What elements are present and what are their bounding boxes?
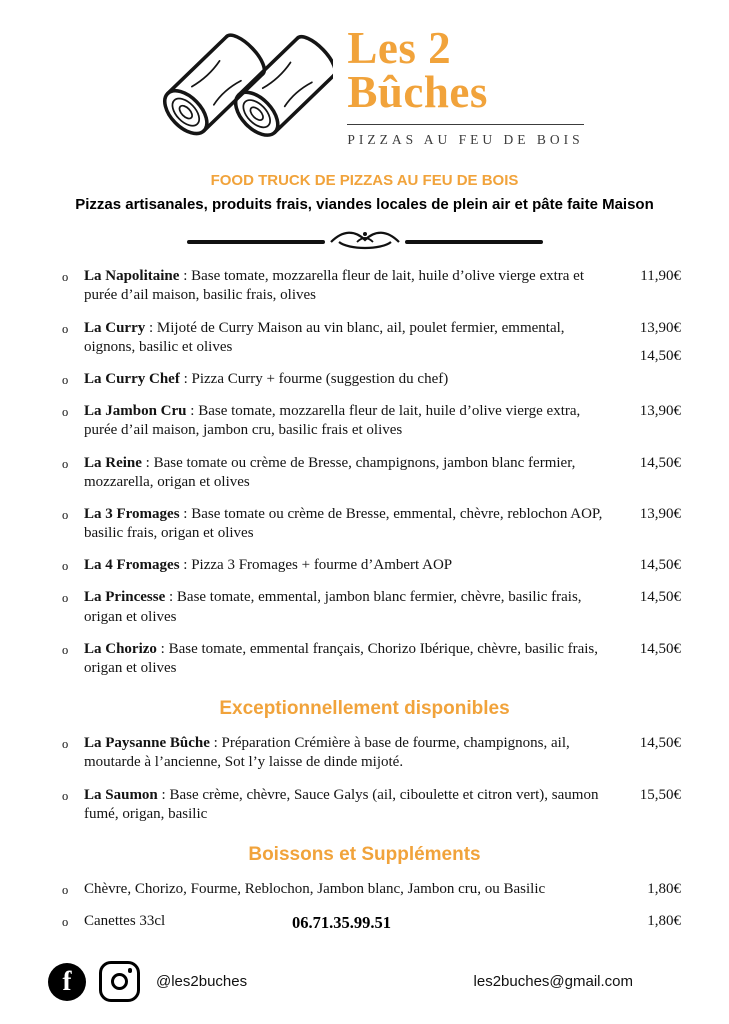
email-address: les2buches@gmail.com xyxy=(473,973,633,990)
menu-list xyxy=(48,267,681,678)
item-name: La Curry Chef xyxy=(84,370,180,387)
menu-item xyxy=(62,319,681,357)
brand-tagline: PIZZAS AU FEU DE BOIS xyxy=(347,124,583,148)
bullet-marker: o xyxy=(62,507,69,522)
bullet-marker: o xyxy=(62,405,69,420)
bullet-marker: o xyxy=(62,559,69,574)
item-text: La Saumon : Base crème, chèvre, Sauce Galys (ail, ciboulette et citron vert), saumon fumé, origan, basilic xyxy=(84,786,599,822)
bullet-marker: o xyxy=(62,591,69,606)
bullet-marker: o xyxy=(62,737,69,752)
item-price: 13,90€ xyxy=(639,319,681,336)
item-text: La Napolitaine : Base tomate, mozzarella fleur de lait, huile d’olive vierge extra et purée d’ail maison, basilic frais, olives xyxy=(84,268,584,304)
item-text: La Curry Chef : Pizza Curry + fourme (suggestion du chef) xyxy=(84,370,449,387)
item-price: 1,80€ xyxy=(647,880,681,897)
menu-item xyxy=(62,588,681,626)
brand-block xyxy=(347,23,584,148)
item-text: La Princesse : Base tomate, emmental, jambon blanc fermier, chèvre, basilic frais, origan et olives xyxy=(84,589,582,625)
header xyxy=(48,16,681,148)
brand-title-line1: Les 2 xyxy=(347,23,452,73)
item-text: La Reine : Base tomate ou crème de Bresse, champignons, jambon blanc fermier, mozzarella, origan et olives xyxy=(84,454,576,490)
item-name: La Paysanne Bûche xyxy=(84,735,210,752)
item-price: 14,50€ xyxy=(639,454,681,471)
item-price: 13,90€ xyxy=(639,403,681,420)
instagram-flash-icon xyxy=(128,968,133,973)
special-section-title: Exceptionnellement disponibles xyxy=(219,698,510,720)
divider-ornament-icon xyxy=(185,228,545,254)
item-name: La Saumon xyxy=(84,786,158,803)
bullet-marker: o xyxy=(62,270,69,285)
menu-item xyxy=(62,556,681,575)
instagram-icon xyxy=(99,961,140,1002)
item-name: La Curry xyxy=(84,319,146,336)
menu-item xyxy=(62,402,681,440)
menu-item xyxy=(62,505,681,543)
logo-logs-icon xyxy=(145,16,333,146)
intro-subheading: Pizzas artisanales, produits frais, viandes locales de plein air et pâte faite Maison xyxy=(75,196,654,214)
menu-item xyxy=(62,454,681,492)
item-price: 1,80€ xyxy=(647,913,681,930)
facebook-glyph: f xyxy=(62,966,72,996)
menu-item xyxy=(62,734,681,772)
item-price: 15,50€ xyxy=(639,786,681,803)
menu-item xyxy=(62,786,681,824)
facebook-icon xyxy=(48,963,86,1001)
social-handle: @les2buches xyxy=(156,973,248,990)
item-text: La 4 Fromages : Pizza 3 Fromages + fourme d’Ambert AOP xyxy=(84,557,453,574)
bullet-marker: o xyxy=(62,372,69,387)
item-price: 13,90€ xyxy=(639,505,681,522)
item-price: 14,50€ xyxy=(639,640,681,657)
bullet-marker: o xyxy=(62,642,69,657)
phone-number: 06.71.35.99.51 xyxy=(292,913,391,933)
item-name: La 4 Fromages xyxy=(84,557,180,574)
bullet-marker: o xyxy=(62,456,69,471)
item-price: 14,50€ xyxy=(639,557,681,574)
item-name: La 3 Fromages xyxy=(84,505,180,522)
item-text: La Paysanne Bûche : Préparation Crémière à base de fourme, champignons, ail, moutarde à l’ancienne, Sot l’y laisse de dinde mijoté. xyxy=(84,735,570,771)
item-text: Chèvre, Chorizo, Fourme, Reblochon, Jambon blanc, Jambon cru, ou Basilic xyxy=(84,880,546,897)
menu-item xyxy=(62,640,681,678)
item-price: 14,50€ xyxy=(639,347,681,364)
item-name: La Princesse xyxy=(84,589,166,606)
instagram-lens-icon xyxy=(111,973,128,990)
special-list xyxy=(48,734,681,824)
menu-item xyxy=(62,347,681,389)
item-name: La Napolitaine xyxy=(84,268,180,285)
drinks-section-title: Boissons et Suppléments xyxy=(248,843,481,865)
bullet-marker: o xyxy=(62,321,69,336)
item-text: La 3 Fromages : Base tomate ou crème de Bresse, emmental, chèvre, reblochon AOP, basilic frais, origan et olives xyxy=(84,505,603,542)
item-text: Canettes 33cl 06.71.35.99.51 xyxy=(84,912,629,931)
menu-item xyxy=(62,267,681,305)
menu-item xyxy=(62,912,681,931)
item-name: La Chorizo xyxy=(84,640,157,657)
bullet-marker: o xyxy=(62,915,69,930)
drinks-list xyxy=(48,880,681,931)
item-price: 14,50€ xyxy=(639,735,681,752)
intro-heading: FOOD TRUCK DE PIZZAS AU FEU DE BOIS xyxy=(210,172,519,190)
item-text: La Jambon Cru : Base tomate, mozzarella fleur de lait, huile d’olive vierge extra, purée d’ail maison, jambon cru, basilic frais et olives xyxy=(84,403,581,439)
menu-item xyxy=(62,880,681,899)
item-name: La Reine xyxy=(84,454,142,471)
item-price: 11,90€ xyxy=(640,268,681,285)
bullet-marker: o xyxy=(62,788,69,803)
item-text: La Curry : Mijoté de Curry Maison au vin blanc, ail, poulet fermier, emmental, oignons, basilic et olives xyxy=(84,319,565,355)
item-name: La Jambon Cru xyxy=(84,403,187,420)
bullet-marker: o xyxy=(62,882,69,897)
item-text: La Chorizo : Base tomate, emmental français, Chorizo Ibérique, chèvre, basilic frais, origan et olives xyxy=(84,640,599,676)
item-price: 14,50€ xyxy=(639,589,681,606)
footer xyxy=(48,961,681,1002)
brand-title-line2: Bûches xyxy=(347,67,488,118)
